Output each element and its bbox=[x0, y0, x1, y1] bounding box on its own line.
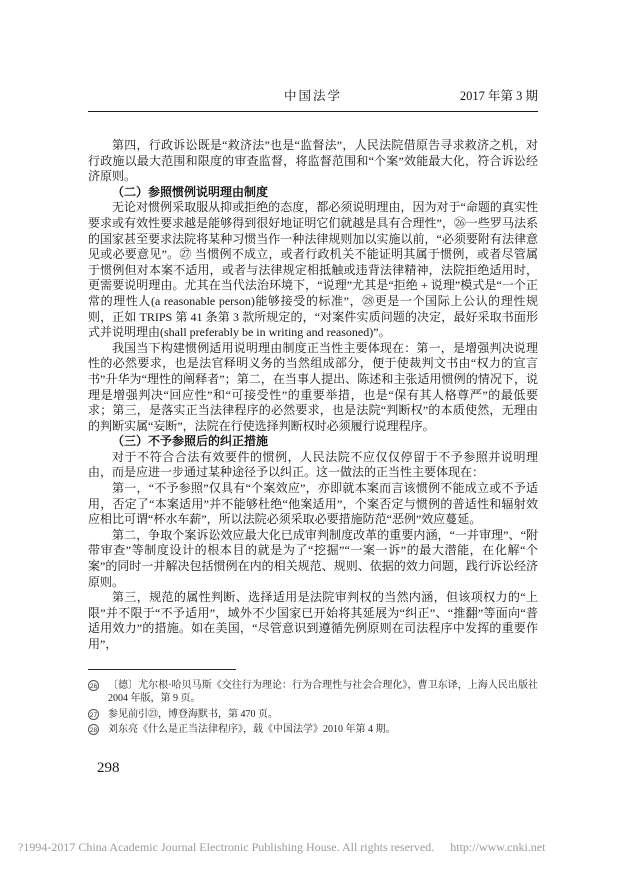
section-heading: （二）参照惯例说明理由制度 bbox=[112, 184, 269, 199]
issue-label: 2017 年第 3 期 bbox=[459, 89, 538, 103]
footnote-text: 刘东亮《什么是正当法律程序》，载《中国法学》2010 年第 4 期。 bbox=[108, 724, 396, 736]
journal-title: 中国法学 bbox=[283, 89, 342, 103]
footnote-marker: 27 bbox=[88, 709, 99, 720]
footnote-marker: 28 bbox=[88, 724, 99, 735]
paragraph: 无论对惯例采取服从抑或拒绝的态度，都必须说明理由，因为对于“命题的真实性要求或有效性要求越是能够得到很好地证明它们就越是具有合理性”，㉖一些罗马法系的国家甚至要求法院将某种习惯当作一种法律规则加以实施以前，“必须要附有法律意见或必要意见”。㉗ 当惯例不成立，或者行政机关不能证明其属于惯例，或者尽管属于惯例但对本案不适用，或者与法律规定相抵触或违背法律精神，法院拒绝适用时，更需要说明理由。尤其在当代法治环境下，“说理”尤其是“拒绝 + 说理”模式是“一个正常的理性人(a reasonable person)能够接受的标准”，㉘更是一个国际上公认的理性规则，正如 TRIPS 第 41 条第 3 款所规定的，“对案件实质问题的决定，最好采取书面形式并说明理由(shall preferably be in writing and reasoned)”。 bbox=[88, 200, 538, 340]
cnki-url: http://www.cnki.net bbox=[450, 840, 546, 854]
footnote-item bbox=[88, 708, 538, 722]
footnote-text: 〔德〕尤尔根·哈贝马斯《交往行为理论：行为合理性与社会合理化》，曹卫东译，上海人民出版社 2004 年版，第 9 页。 bbox=[108, 679, 538, 705]
paragraph: 第二，争取个案诉讼效应最大化已成审判制度改革的重要内涵，“一并审理”、“附带审查”等制度设计的根本目的就是为了“挖掘”“一案一诉”的最大潜能，在化解“个案”的同时一并解决包括惯例在内的相关规范、规则、依据的效力问题，践行诉讼经济原则。 bbox=[88, 527, 538, 589]
paragraph: 对于不符合合法有效要件的惯例，人民法院不应仅仅停留于不予参照并说明理由，而是应进一步通过某种途径予以纠正。这一做法的正当性主要体现在： bbox=[88, 449, 538, 480]
section-heading: （三）不予参照后的纠正措施 bbox=[112, 434, 269, 449]
header-rule bbox=[88, 111, 538, 112]
page-header bbox=[88, 86, 538, 104]
footnote-separator bbox=[88, 669, 236, 670]
footnotes bbox=[88, 679, 538, 737]
paragraph: 我国当下构建惯例适用说明理由制度正当性主要体现在：第一，是增强判决说理性的必然要求，也是法官释明义务的当然组成部分，便于使裁判文书由“权力的宣言书”升华为“理性的阐释者”；第二，在当事人提出、陈述和主张适用惯例的情况下，说理是增强判决“回应性”和“可接受性”的重要举措，也是“保有其人格尊严”的最低要求；第三，是落实正当法律程序的必然要求，也是法院“判断权”的本质使然，无理由的判断实属“妄断”，法院在行使选择判断权时必须履行说理程序。 bbox=[88, 340, 538, 433]
paragraph: 第三，规范的属性判断、选择适用是法院审判权的当然内涵，但该项权力的“上限”并不限于“不予适用”，域外不少国家已开始将其延展为“纠正”、“推翻”等面向“普适用效力”的措施。如在美国，“尽管意识到遵循先例原则在司法程序中发挥的重要作用”， bbox=[88, 590, 538, 651]
paragraph: 第四，行政诉讼既是“救济法”也是“监督法”，人民法院借原告寻求救济之机，对行政施以最大范围和限度的审查监督，将监督范围和“个案”效能最大化，符合诉讼经济原则。 bbox=[88, 138, 538, 184]
article-body bbox=[88, 138, 538, 653]
footnote-item bbox=[88, 679, 538, 706]
footnote-text: 参见前引㉓，博登海默书，第 470 页。 bbox=[108, 708, 278, 720]
footnote-marker: 26 bbox=[88, 680, 99, 691]
paragraph: 第一，“不予参照”仅具有“个案效应”，亦即就本案而言该惯例不能成立或不予适用，否定了“本案适用”并不能够杜绝“他案适用”，个案否定与惯例的普适性和辐射效应相比可谓“杯水车薪”，所以法院必须采取必要措施防范“恶例”效应蔓延。 bbox=[88, 481, 538, 527]
copyright-text: ?1994-2017 China Academic Journal Electronic Publishing House. All rights reserved. bbox=[18, 840, 435, 854]
page-content bbox=[88, 86, 538, 739]
page-number: 298 bbox=[97, 760, 120, 776]
cnki-footer bbox=[18, 840, 610, 855]
footnote-item bbox=[88, 723, 538, 737]
